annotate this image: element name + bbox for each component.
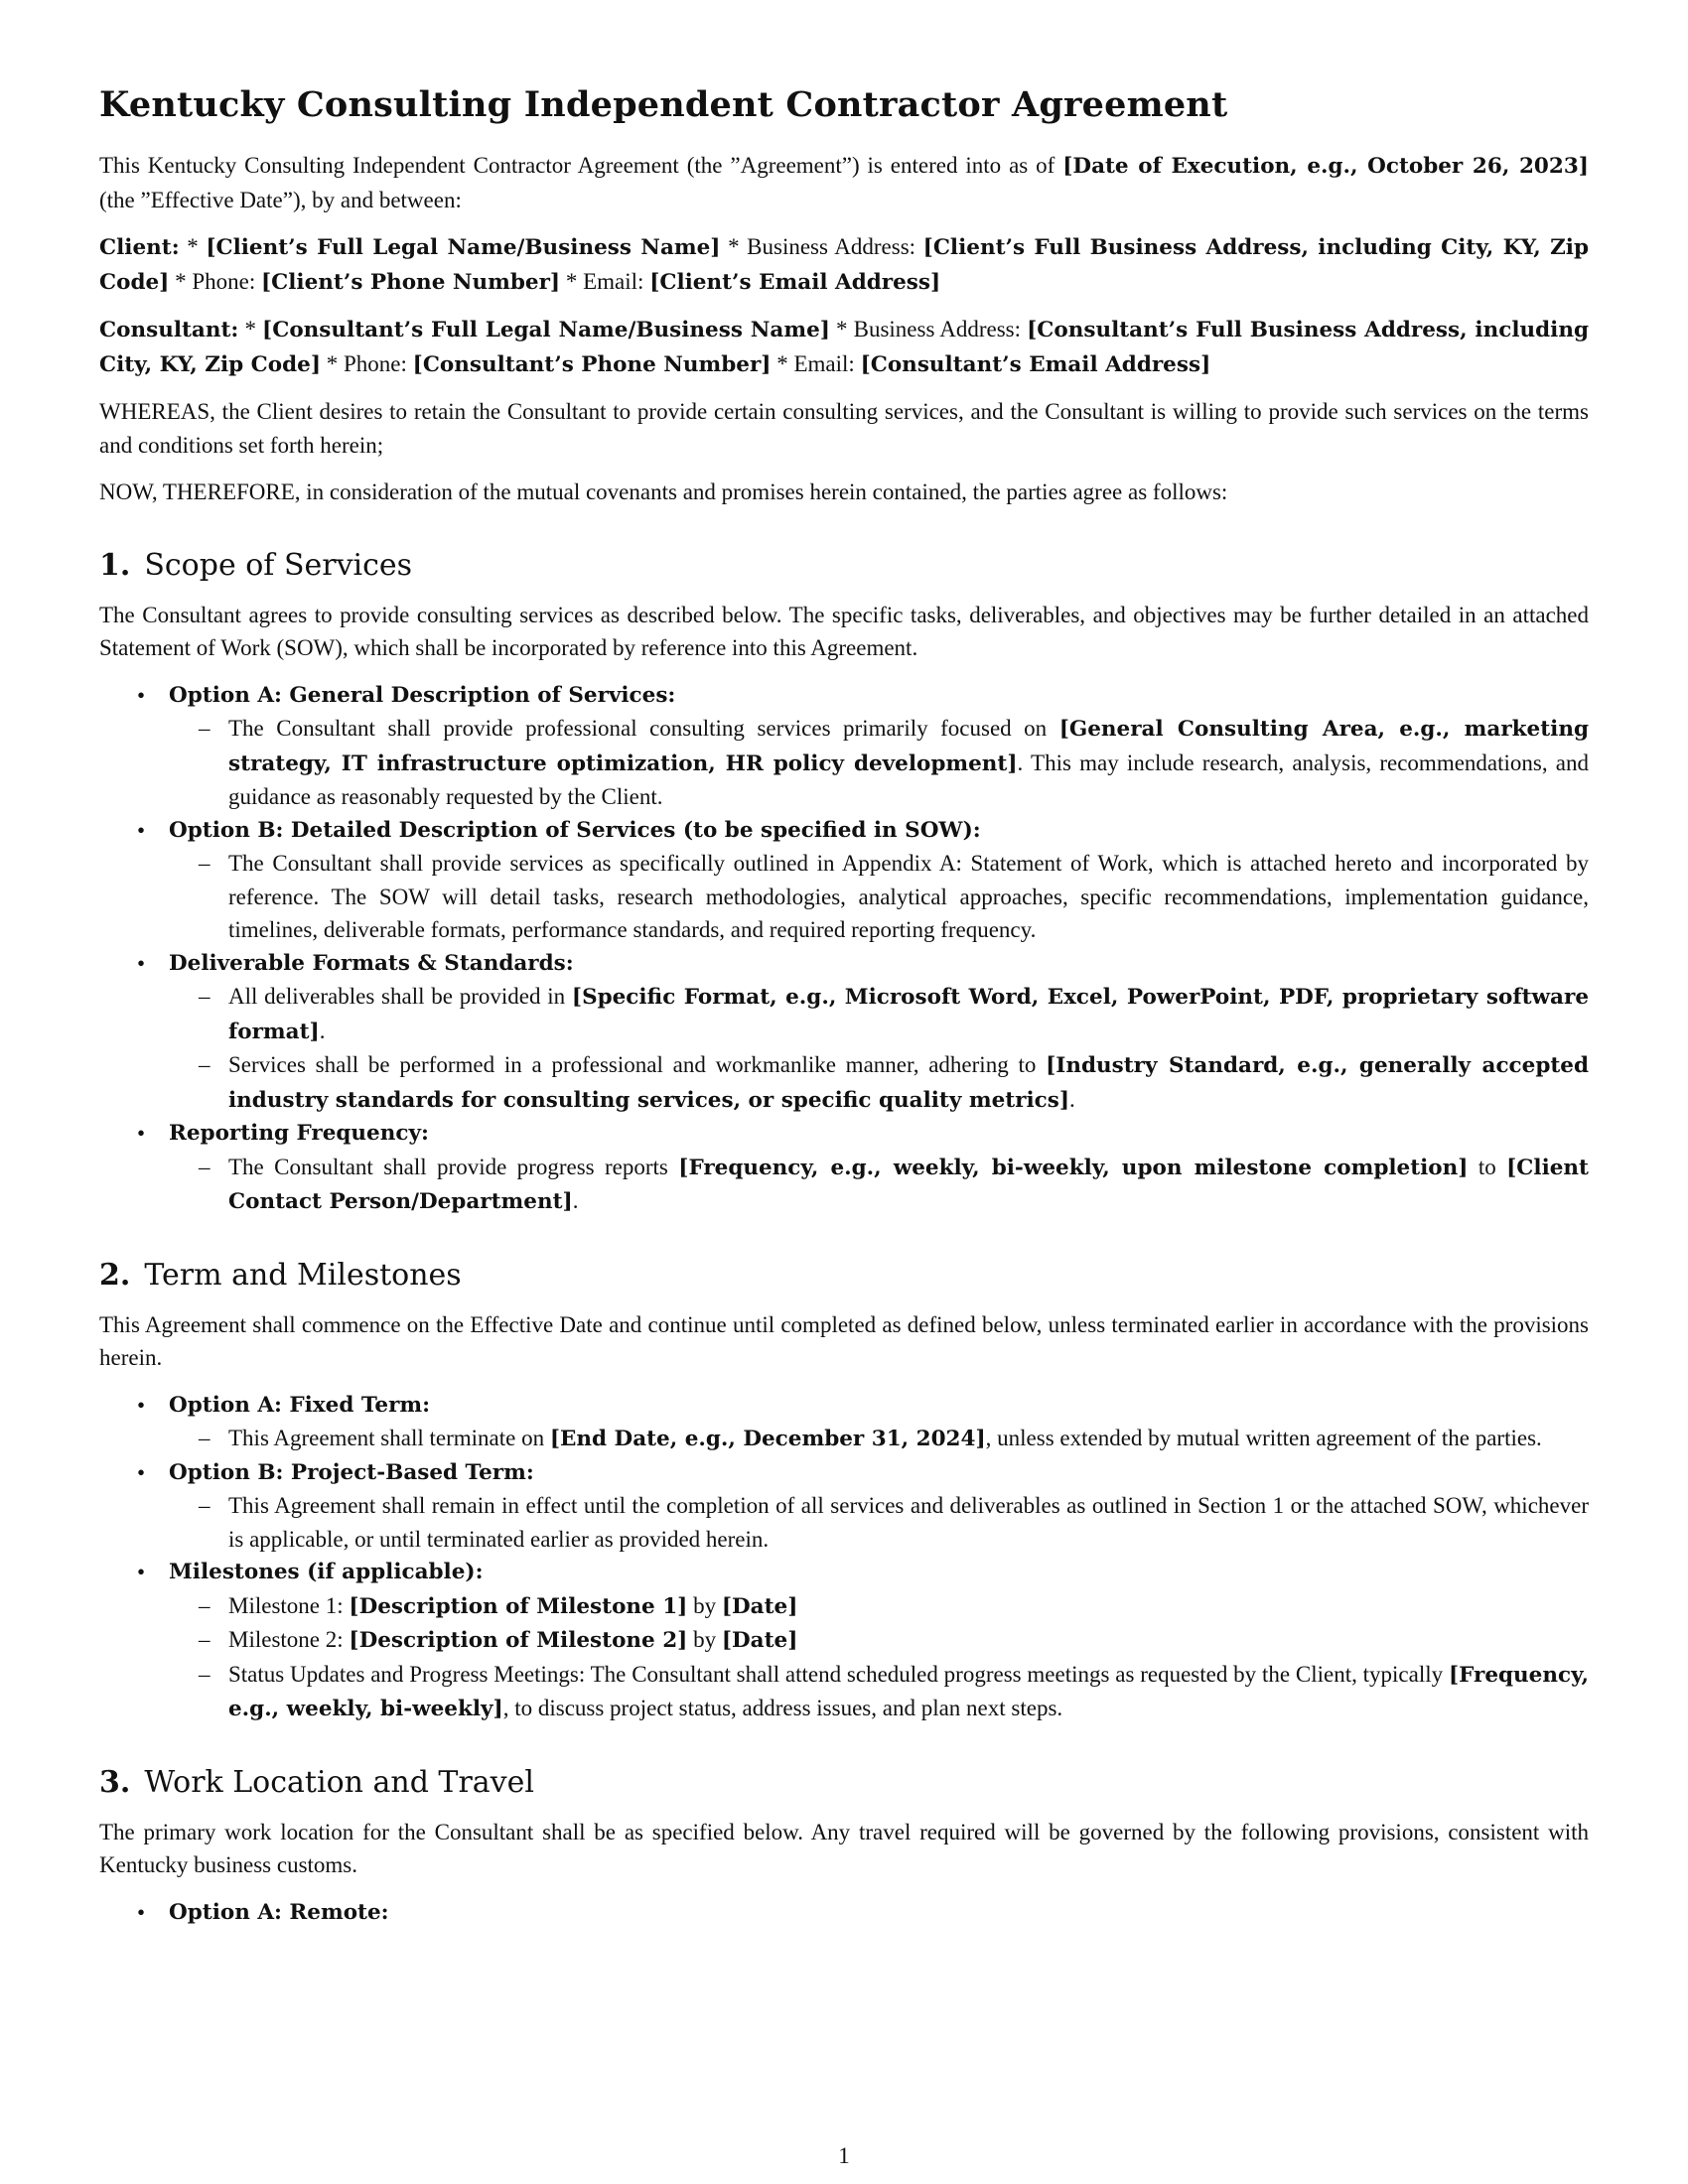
address-label: * Business Address: — [720, 234, 923, 259]
client-paragraph — [99, 230, 1589, 299]
intro-paragraph — [99, 149, 1589, 216]
consultant-label: Consultant: — [99, 318, 239, 342]
section-2-heading — [99, 1257, 1589, 1295]
list-item — [99, 1117, 1589, 1219]
consultant-email-placeholder: [Consultant’s Email Address] — [860, 351, 1211, 377]
date-placeholder: [Date] — [721, 1628, 798, 1653]
sub-list-item — [169, 1658, 1589, 1726]
item-text: by — [687, 1627, 722, 1652]
item-text: The Consultant shall provide progress reports — [228, 1154, 679, 1179]
section-1-options — [99, 679, 1589, 1219]
intro-text: This Kentucky Consulting Independent Contractor Agreement (the ”Agreement”) is entered into as of — [99, 153, 1063, 178]
consultant-phone-placeholder: [Consultant’s Phone Number] — [412, 351, 772, 377]
item-text: . — [319, 1018, 326, 1043]
milestone-1-placeholder: [Description of Milestone 1] — [349, 1593, 688, 1619]
item-text: This Agreement shall terminate on — [228, 1426, 550, 1450]
consultant-address-placeholder: [Consultant’s Full Business Address, including City, KY, Zip Code] — [99, 318, 1589, 377]
reporting-title: • Reporting Frequency: — [169, 1121, 429, 1146]
date-placeholder: [Date] — [721, 1593, 798, 1619]
section-3-intro: The primary work location for the Consultant shall be as specified below. Any travel required will be governed by the following provisions, consistent with Kentucky business customs. — [99, 1819, 1589, 1877]
sub-list — [169, 1422, 1589, 1456]
section-1-intro: The Consultant agrees to provide consulting services as described below. The specific tasks, deliverables, and objectives may be further detailed in an attached Statement of Work (SOW), which shall be incorporated by reference into this Agreement. — [99, 602, 1589, 660]
list-item — [99, 1389, 1589, 1456]
sub-list — [169, 1589, 1589, 1726]
client-address-placeholder: [Client’s Full Business Address, including City, KY, Zip Code] — [99, 235, 1590, 295]
separator: * — [179, 234, 207, 259]
fixed-term-title: • Option A: Fixed Term: — [169, 1392, 431, 1418]
deliverables-title: • Deliverable Formats & Standards: — [169, 950, 574, 976]
sub-list-item — [169, 1422, 1589, 1456]
sub-list — [169, 847, 1589, 947]
item-text: Milestone 2: — [228, 1627, 350, 1652]
item-text: , unless extended by mutual written agreement of the parties. — [985, 1426, 1542, 1450]
item-text: to — [1468, 1154, 1507, 1179]
email-label: * Email: — [771, 350, 861, 376]
meeting-frequency-placeholder: [Frequency, e.g., weekly, bi-weekly] — [228, 1662, 1589, 1721]
phone-label: * Phone: — [169, 268, 261, 294]
option-a-title: • Option A: General Description of Services: — [169, 682, 676, 708]
therefore-paragraph: NOW, THEREFORE, in consideration of the mutual covenants and promises herein contained, the parties agree as follows: — [99, 479, 1228, 504]
sub-list-item: – The Consultant shall provide services as specifically outlined in Appendix A: Statement of Work, which is attached hereto and incorporated by reference. The SOW will detail tasks, research methodologies, analytical approaches, specific recommendations, implementation guidance, timelines, deliverable formats, performance standards, and required reporting frequency. — [169, 847, 1589, 947]
remote-title: • Option A: Remote: — [169, 1899, 389, 1925]
list-item — [99, 814, 1589, 947]
section-2-options — [99, 1389, 1589, 1726]
list-item — [99, 947, 1589, 1118]
section-number: 2. — [99, 1257, 131, 1293]
sub-list — [169, 1489, 1589, 1556]
section-title: Scope of Services — [144, 547, 413, 583]
list-item — [99, 1556, 1589, 1726]
sub-list-item — [169, 1151, 1589, 1219]
sub-list-item — [169, 712, 1589, 814]
item-text: Milestone 1: — [228, 1592, 350, 1618]
item-text: All deliverables shall be provided in — [228, 984, 572, 1009]
page-number: 1 — [838, 2143, 850, 2168]
email-label: * Email: — [560, 268, 650, 294]
section-3-heading — [99, 1764, 1589, 1802]
item-text: . — [572, 1188, 579, 1213]
item-text: . This may include research, analysis, recommendations, and guidance as reasonably requested by the Client. — [228, 750, 1589, 809]
frequency-placeholder: [Frequency, e.g., weekly, bi-weekly, upon milestone completion] — [678, 1155, 1469, 1180]
execution-date-placeholder: [Date of Execution, e.g., October 26, 2023] — [1062, 154, 1589, 179]
address-label: * Business Address: — [829, 317, 1028, 341]
list-item — [99, 679, 1589, 814]
consulting-area-placeholder: [General Consulting Area, e.g., marketing strategy, IT infrastructure optimization, HR policy development] — [228, 717, 1589, 776]
sub-list-item — [169, 980, 1589, 1048]
document-title: Kentucky Consulting Independent Contractor Agreement — [99, 84, 1228, 125]
phone-label: * Phone: — [321, 350, 413, 376]
sub-list — [169, 980, 1589, 1117]
client-name-placeholder: [Client’s Full Legal Name/Business Name] — [206, 235, 721, 260]
item-text: The Consultant shall provide professional consulting services primarily focused on — [228, 716, 1059, 741]
document-page — [99, 83, 1589, 1929]
section-number: 1. — [99, 547, 131, 583]
sub-list-item — [169, 1589, 1589, 1624]
section-title: Term and Milestones — [144, 1257, 462, 1293]
milestone-2-placeholder: [Description of Milestone 2] — [349, 1628, 688, 1653]
end-date-placeholder: [End Date, e.g., December 31, 2024] — [549, 1427, 986, 1451]
sub-list-item: – This Agreement shall remain in effect until the completion of all services and deliverables as outlined in Section 1 or the attached SOW, whichever is applicable, or until terminated earlier as provided herein. — [169, 1489, 1589, 1556]
section-1-heading — [99, 547, 1589, 585]
section-number: 3. — [99, 1764, 131, 1800]
section-3-options — [99, 1896, 1589, 1930]
item-text: by — [687, 1592, 722, 1618]
sub-list — [169, 712, 1589, 814]
separator: * — [238, 317, 263, 341]
project-term-title: • Option B: Project-Based Term: — [169, 1459, 534, 1485]
sub-list-item — [169, 1623, 1589, 1658]
list-item — [99, 1896, 1589, 1930]
whereas-paragraph: WHEREAS, the Client desires to retain the Consultant to provide certain consulting services, and the Consultant is willing to provide such services on the terms and conditions set forth herein; — [99, 399, 1589, 458]
client-email-placeholder: [Client’s Email Address] — [649, 269, 941, 295]
client-phone-placeholder: [Client’s Phone Number] — [260, 269, 561, 295]
item-text: Status Updates and Progress Meetings: The Consultant shall attend scheduled progress meetings as requested by the Client, typically — [228, 1661, 1449, 1687]
list-item — [99, 1456, 1589, 1557]
item-text: . — [1069, 1086, 1075, 1112]
item-text: , to discuss project status, address issues, and plan next steps. — [502, 1696, 1063, 1720]
intro-text-end: (the ”Effective Date”), by and between: — [99, 187, 462, 212]
client-label: Client: — [99, 235, 180, 260]
option-b-title: • Option B: Detailed Description of Services (to be specified in SOW): — [169, 817, 981, 843]
format-placeholder: [Specific Format, e.g., Microsoft Word, Excel, PowerPoint, PDF, proprietary software format] — [228, 985, 1589, 1044]
consultant-paragraph — [99, 313, 1589, 381]
sub-list — [169, 1151, 1589, 1219]
contact-placeholder: [Client Contact Person/Department] — [228, 1155, 1589, 1214]
item-text: Services shall be performed in a professional and workmanlike manner, adhering to — [228, 1052, 1047, 1077]
sub-list-item — [169, 1048, 1589, 1117]
standard-placeholder: [Industry Standard, e.g., generally accepted industry standards for consulting services, or specific quality metrics] — [228, 1053, 1589, 1113]
section-title: Work Location and Travel — [144, 1764, 534, 1800]
milestones-title: • Milestones (if applicable): — [169, 1560, 484, 1584]
section-2-intro: This Agreement shall commence on the Effective Date and continue until completed as defined below, unless terminated earlier in accordance with the provisions herein. — [99, 1311, 1589, 1370]
consultant-name-placeholder: [Consultant’s Full Legal Name/Business Name] — [262, 318, 830, 342]
